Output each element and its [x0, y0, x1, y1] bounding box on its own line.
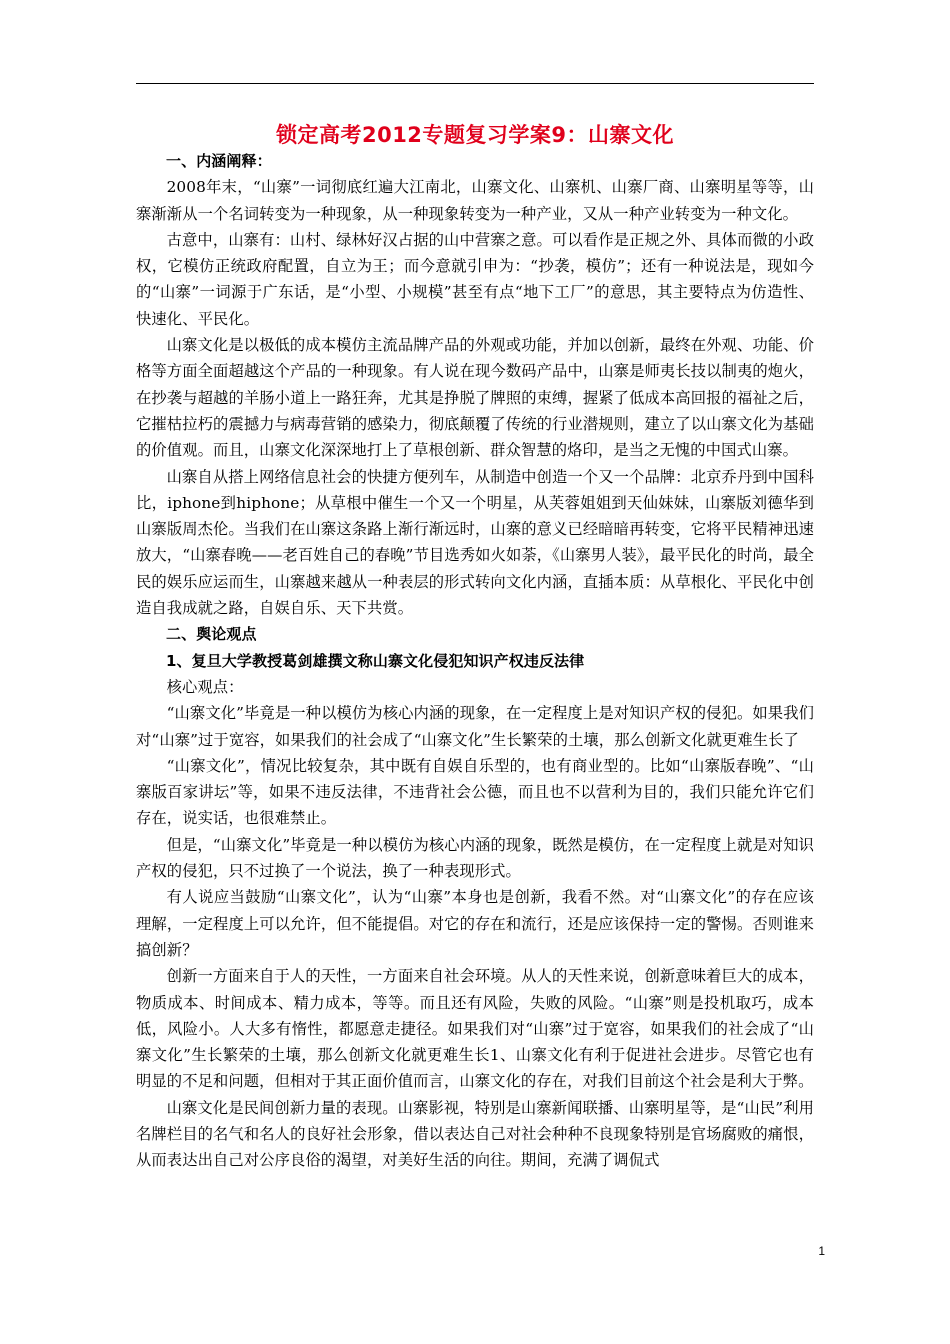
section-heading-2: 二、舆论观点 [166, 625, 257, 644]
paragraph-2: 古意中，山寨有：山村、绿林好汉占据的山中营寨之意。可以看作是正规之外、具体而微的小政权，它模仿正统政府配置，自立为王；而今意就引申为：“抄袭，模仿”；还有一种说法是，现如今的“山寨”一词源于广东话，是“小型、小规模”甚至有点“地下工厂”的意思，其主要特点为仿造性、快速化、平民化。 [136, 230, 814, 328]
section-heading-1: 一、内涵阐释： [166, 152, 272, 170]
document-title: 锁定高考2012专题复习学案9：山寨文化 [275, 123, 675, 147]
paragraph-10: 山寨文化是民间创新力量的表现。山寨影视，特别是山寨新闻联播、山寨明星等，是“山民”利用名牌栏目的名气和名人的良好社会形象，借以表达自己对社会种种不良现象特别是官场腐败的痛恨，从而表达出自己对公序良俗的渴望，对美好生活的向往。期间，充满了调侃式 [136, 1098, 814, 1170]
paragraph-4: 山寨自从搭上网络信息社会的快捷方便列车，从制造中创造一个又一个品牌：北京乔丹到中国科比，iphone到hiphone；从草根中催生一个又一个明星，从芙蓉姐姐到天仙妹妹，山寨版刘德华到山寨版周杰伦。当我们在山寨这条路上渐行渐远时，山寨的意义已经暗暗再转变，它将平民精神迅速放大，“山寨春晚——老百姓自己的春晚”节目选秀如火如荼，《山寨男人装》，最平民化的时尚，最全民的娱乐应运而生，山寨越来越从一种表层的形式转向文化内涵，直插本质：从草根化、平民化中创造自我成就之路，自娱自乐、天下共赏。 [136, 467, 815, 618]
paragraph-9: 创新一方面来自于人的天性，一方面来自社会环境。从人的天性来说，创新意味着巨大的成本，物质成本、时间成本、精力成本，等等。而且还有风险，失败的风险。“山寨”则是投机取巧，成本低，风险小。人大多有惰性，都愿意走捷径。如果我们对“山寨”过于宽容，如果我们的社会成了“山寨文化”生长繁荣的土壤，那么创新文化就更难生长1、山寨文化有利于促进社会进步。尽管它也有明显的不足和问题，但相对于其正面价值而言，山寨文化的存在，对我们目前这个社会是利大于弊。 [136, 967, 814, 1091]
header-rule [136, 83, 814, 84]
subsection-heading-1: 1、复旦大学教授葛剑雄撰文称山寨文化侵犯知识产权违反法律 [166, 651, 585, 670]
document-body [136, 148, 814, 1174]
paragraph-1: 2008年末，“山寨”一词彻底红遍大江南北，山寨文化、山寨机、山寨厂商、山寨明星等等，山寨渐渐从一个名词转变为一种现象，从一种现象转变为一种产业，又从一种产业转变为一种文化。 [136, 178, 814, 223]
paragraph-6: “山寨文化”，情况比较复杂，其中既有自娱自乐型的，也有商业型的。比如“山寨版春晚”、“山寨版百家讲坛”等，如果不违反法律，不违背社会公德，而且也不以营利为目的，我们只能允许它们存在，说实话，也很难禁止。 [136, 756, 814, 828]
core-viewpoint-label: 核心观点： [166, 677, 244, 696]
paragraph-5: “山寨文化”毕竟是一种以模仿为核心内涵的现象，在一定程度上是对知识产权的侵犯。如果我们对“山寨”过于宽容，如果我们的社会成了“山寨文化”生长繁荣的土壤，那么创新文化就更难生长了 [136, 704, 814, 749]
paragraph-7: 但是，“山寨文化”毕竟是一种以模仿为核心内涵的现象，既然是模仿，在一定程度上就是对知识产权的侵犯，只不过换了一个说法，换了一种表现形式。 [136, 835, 814, 881]
paragraph-3: 山寨文化是以极低的成本模仿主流品牌产品的外观或功能，并加以创新，最终在外观、功能、价格等方面全面超越这个产品的一种现象。有人说在现今数码产品中，山寨是师夷长技以制夷的炮火，在抄袭与超越的羊肠小道上一路狂奔，尤其是挣脱了牌照的束缚，握紧了低成本高回报的福祉之后，它摧枯拉朽的震撼力与病毒营销的感染力，彻底颠覆了传统的行业潜规则，建立了以山寨文化为基础的价值观。而且，山寨文化深深地打上了草根创新、群众智慧的烙印，是当之无愧的中国式山寨。 [136, 336, 814, 460]
paragraph-8: 有人说应当鼓励“山寨文化”，认为“山寨”本身也是创新，我看不然。对“山寨文化”的存在应该理解，一定程度上可以允许，但不能提倡。对它的存在和流行，还是应该保持一定的警惕。否则谁来搞创新？ [136, 888, 814, 959]
page-number: 1 [818, 1244, 825, 1258]
